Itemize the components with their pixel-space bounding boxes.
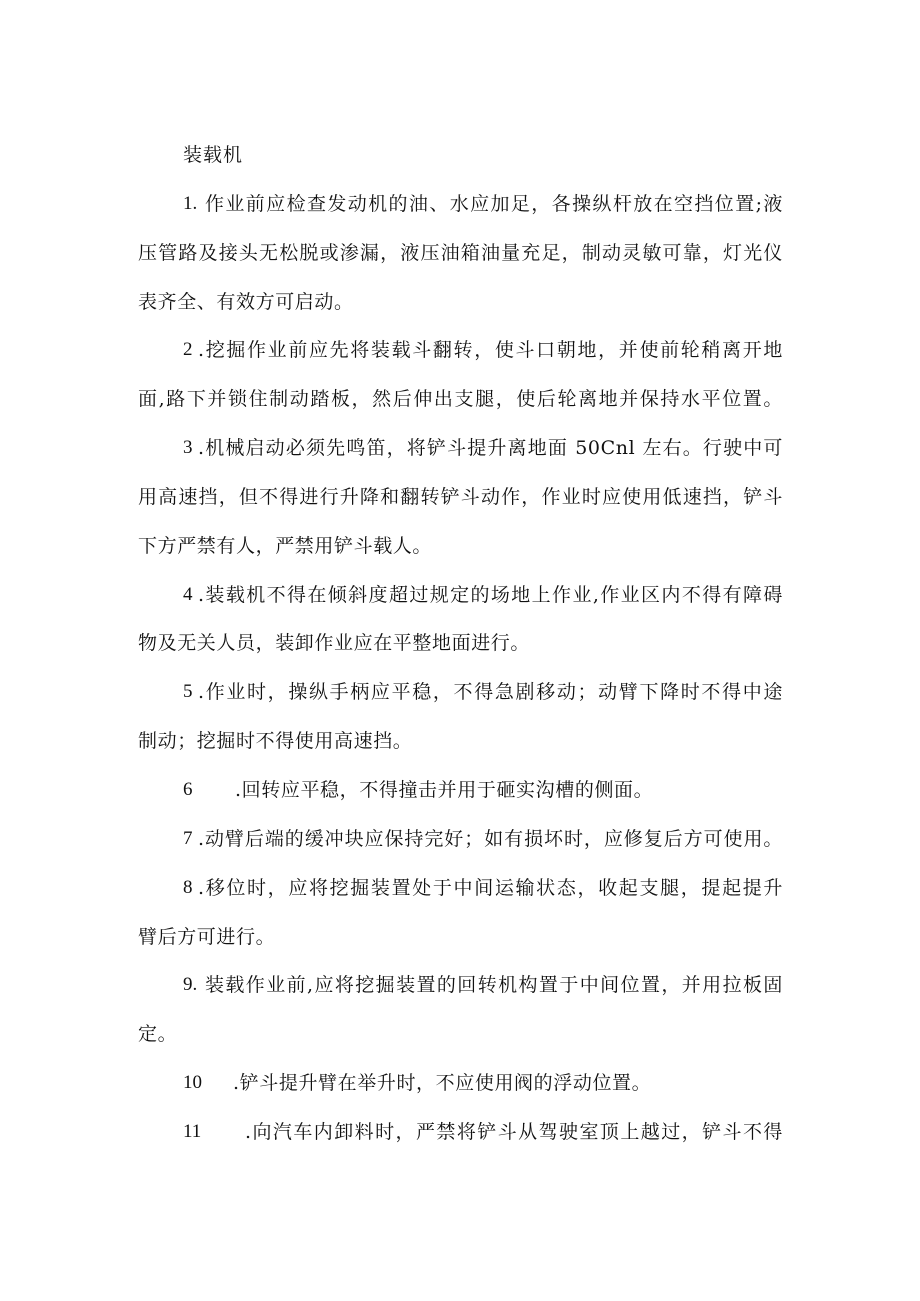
paragraph-text: .装载机不得在倾斜度超过规定的场地上作业,作业区内不得有障碍: [198, 583, 783, 606]
paragraph-2-line-2: 面,路下并锁住制动踏板，然后伸出支腿，使后轮离地并保持水平位置。: [138, 388, 783, 411]
item-number: 4: [183, 583, 193, 605]
item-number: 8: [183, 876, 193, 898]
paragraph-1: [138, 180, 783, 327]
paragraph-2-line-1: [138, 326, 783, 375]
paragraph-5-line-2: 制动；挖掘时不得使用高速挡。: [138, 730, 413, 753]
paragraph-1-line-3: 表齐全、有效方可启动。: [138, 290, 354, 313]
item-number: 11: [183, 1120, 202, 1142]
paragraph-text: .挖掘作业前应先将装载斗翻转，使斗口朝地，并使前轮稍离开地: [198, 339, 783, 362]
paragraph-3-line-1: [138, 424, 783, 473]
paragraph-4-line-1: [138, 571, 783, 620]
paragraph-11-line-1: [138, 1108, 783, 1157]
paragraph-7: [138, 815, 783, 864]
page-title: 装载机: [183, 144, 244, 166]
paragraph-9-line-2: 定。: [138, 1023, 178, 1046]
paragraph-8-line-2: 臂后方可进行。: [138, 925, 276, 948]
paragraph-9-line-1: [138, 961, 783, 1010]
paragraph-text: .动臂后端的缓冲块应保持完好；如有损坏时，应修复后方可使用。: [198, 827, 783, 850]
paragraph-6-line-1: [138, 766, 783, 815]
item-number: 2: [183, 339, 193, 361]
paragraph-text: .回转应平稳，不得撞击并用于砸实沟槽的侧面。: [235, 778, 654, 801]
paragraph-text: .铲斗提升臂在举升时，不应使用阀的浮动位置。: [233, 1072, 652, 1095]
paragraph-4-line-2: 物及无关人员，装卸作业应在平整地面进行。: [138, 632, 531, 655]
item-number: 6: [183, 778, 193, 800]
paragraph-5-line-1: [138, 668, 783, 717]
paragraph-text: .向汽车内卸料时，严禁将铲斗从驾驶室顶上越过，铲斗不得: [245, 1120, 783, 1143]
paragraph-9: [138, 961, 783, 1059]
item-number: 3: [183, 437, 193, 459]
paragraph-1-line-2: 压管路及接头无松脱或渗漏，液压油箱油量充足，制动灵敏可靠，灯光仪: [138, 241, 783, 264]
paragraph-3-line-3: 下方严禁有人，严禁用铲斗载人。: [138, 534, 433, 557]
paragraph-4: [138, 571, 783, 669]
paragraph-8-line-1: [138, 864, 783, 913]
paragraph-text: .作业时，操纵手柄应平稳，不得急剧移动；动臂下降时不得中途: [198, 681, 783, 704]
paragraph-10-line-1: [138, 1059, 783, 1108]
paragraph-3-line-2: 用高速挡，但不得进行升降和翻转铲斗动作，作业时应使用低速挡，铲斗: [138, 485, 783, 508]
item-number: 9.: [183, 974, 198, 996]
paragraph-8: [138, 864, 783, 962]
paragraph-text: 装载作业前,应将挖掘装置的回转机构置于中间位置，并用拉板固: [205, 974, 783, 997]
item-number: 10: [183, 1072, 202, 1094]
item-number: 7: [183, 827, 193, 849]
document-page: [138, 131, 783, 1157]
paragraph-1-line-1: [138, 180, 783, 229]
paragraph-10: [138, 1059, 783, 1108]
paragraph-6: [138, 766, 783, 815]
item-number: 1.: [183, 192, 198, 214]
paragraph-5: [138, 668, 783, 766]
paragraph-3: [138, 424, 783, 571]
paragraph-text: .移位时，应将挖掘装置处于中间运输状态，收起支腿，提起提升: [198, 876, 783, 899]
paragraph-2: [138, 326, 783, 424]
item-number: 5: [183, 681, 193, 703]
paragraph-7-line-1: [138, 815, 783, 864]
paragraph-11: [138, 1108, 783, 1157]
paragraph-text: .机械启动必须先鸣笛，将铲斗提升离地面 50Cnl 左右。行驶中可: [198, 437, 783, 460]
paragraph-text: 作业前应检查发动机的油、水应加足，各操纵杆放在空挡位置;液: [205, 192, 783, 215]
